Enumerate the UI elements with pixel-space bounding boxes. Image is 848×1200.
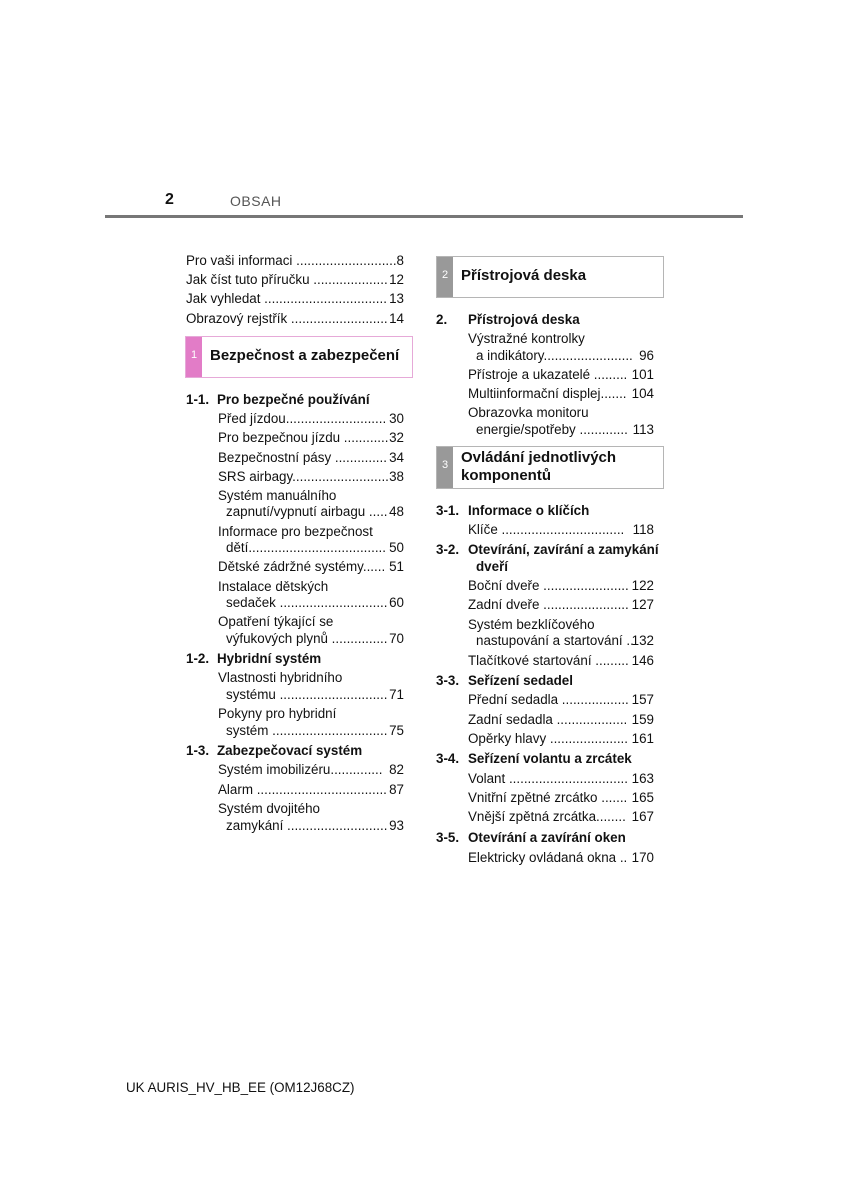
subsection-3-3[interactable]: 3-3. Seřízení sedadel	[436, 673, 573, 688]
section-3-title-line2: komponentů	[461, 467, 551, 484]
subsection-3-2[interactable]: 3-2. Otevírání, zavírání a zamykání	[436, 542, 659, 557]
subsection-3-4[interactable]: 3-4. Seřízení volantu a zrcátek	[436, 751, 632, 766]
section-2-title: Přístrojová deska	[461, 267, 587, 284]
toc-left-body: 1-1. Pro bezpečné používání Před jízdou........................... 30 Pro bezpečnou jízdu ............ 32 Bezpečnostní pásy .............. 34 SRS airbagy.......................... 38 Systém manuálního zapnutí/vypnutí airbagu ..... 48 Informace pro bezpečnost dětí..................................... 50 Dětské zádržné systémy...... 51 Instalace dětských sedaček ............................. 60 Opatření týkající se výfukových plynů ............... 70 1-2. Hybridní systém Vlastnosti hybridního systému ............................. 71 Pokyny pro hybridní systém ............................... 75 1-3. Zabezpečovací systém Systém imobilizéru.............. 82 Alarm ................................... 87 Systém dvojitého zamykání ........................... 93	[186, 392, 404, 833]
section-3-tab: 3	[437, 447, 453, 488]
toc-right-column: 2. Přístrojová deska Výstražné kontrolky a indikátory........................ 96 Přístroje a ukazatelé ......... 101 Multiinformační displej....... 104 Obrazovka monitoru energie/spotřeby ............. 113 3-1. Informace o klíčích Klíče ................................. 118 3-2. Otevírání, zavírání a zamykání dveří Boční dveře ....................... 122 Zadní dveře ....................... 127 Systém bezklíčového nastupování a startování .. 132 Tlačítkové startování ......... 146 3-3. Seřízení sedadel Přední sedadla .................. 157 Zadní sedadla ................... 159 Opěrky hlavy ..................... 161 3-4. Seřízení volantu a zrcátek Volant ................................ 163 Vnitřní zpětné zrcátko ....... 165 Vnější zpětná zrcátka........ 167 3-5. Otevírání a zavírání oken Elektricky ovládaná okna .. 170	[436, 312, 659, 865]
section-2-tab: 2	[437, 257, 453, 297]
toc-left-column: Pro vaši informaci ........................... 8 Jak číst tuto příručku .................... 12 Jak vyhledat ................................. 13 Obrazový rejstřík .......................... 14	[186, 253, 404, 326]
page-header	[0, 0, 848, 220]
section-3-title-line1: Ovládání jednotlivých	[461, 449, 617, 466]
page-title: OBSAH	[230, 193, 282, 209]
section-1-tab: 1	[186, 337, 202, 377]
subsection-2[interactable]: 2. Přístrojová deska	[436, 312, 580, 327]
subsection-3-1[interactable]: 3-1. Informace o klíčích	[436, 503, 590, 518]
subsection-3-5[interactable]: 3-5. Otevírání a zavírání oken	[436, 830, 626, 845]
section-1-title: Bezpečnost a zabezpečení	[210, 347, 400, 364]
subsection-1-1[interactable]: 1-1. Pro bezpečné používání	[186, 392, 370, 407]
subsection-1-3[interactable]: 1-3. Zabezpečovací systém	[186, 743, 363, 758]
page-number: 2	[165, 191, 174, 208]
subsection-3-2-cont[interactable]: dveří	[476, 559, 509, 574]
footer-doc-code: UK AURIS_HV_HB_EE (OM12J68CZ)	[126, 1080, 355, 1095]
subsection-1-2[interactable]: 1-2. Hybridní systém	[186, 651, 322, 666]
